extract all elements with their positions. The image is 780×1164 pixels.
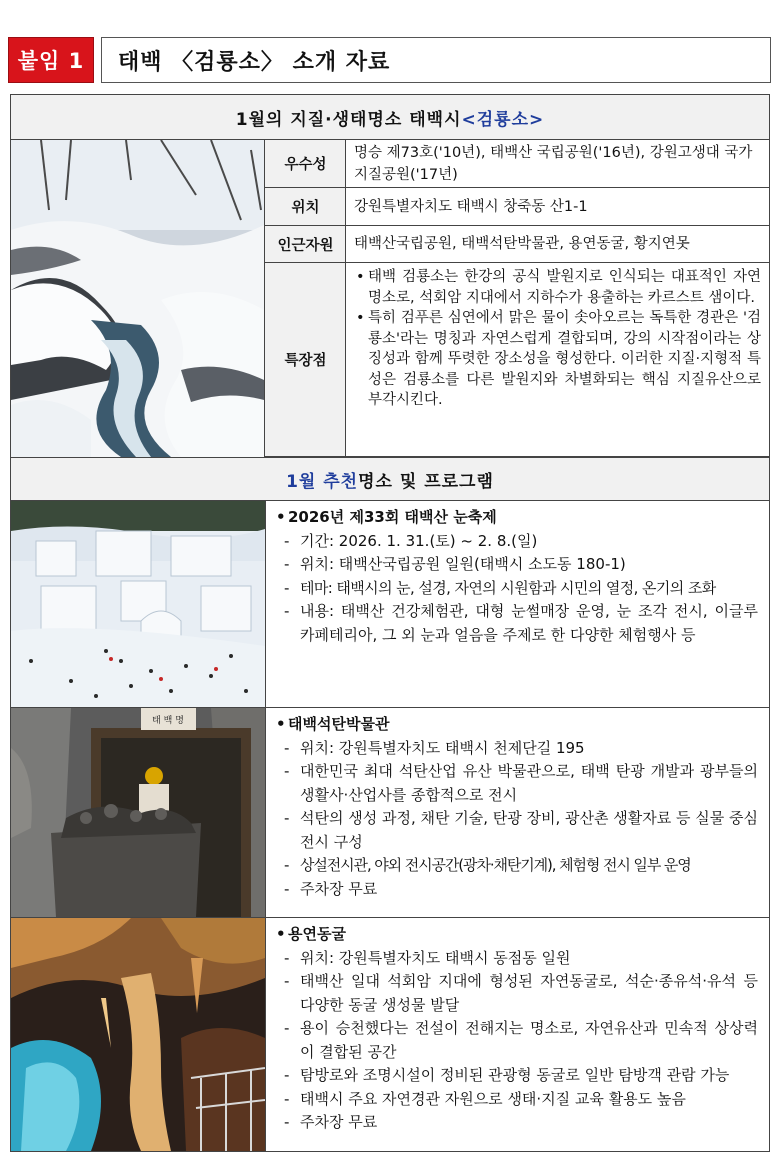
- recommend-title-highlight: 1월 추천: [286, 471, 359, 492]
- excellence-value: 명승 제73호('10년), 태백산 국립공원('16년), 강원고생대 국가지질공원('17년): [345, 140, 769, 188]
- yongyeon-cave-line: - 용이 승천했다는 전설이 전해지는 명소로, 자연유산과 민속적 상상력이 결합된 공간: [274, 1017, 758, 1064]
- snow-festival-photo: [11, 501, 266, 707]
- coal-museum-line: - 석탄의 생성 과정, 채탄 기술, 탄광 장비, 광산촌 생활자료 등 실물 중심 전시 구성: [274, 807, 758, 854]
- coal-museum-info: [266, 713, 766, 901]
- museum-sign-text: 태 백 명: [152, 716, 184, 726]
- recommend-title-rest: 명소 및 프로그램: [358, 471, 494, 492]
- content-table: [10, 94, 770, 1152]
- snow-festival-line: - 위치: 태백산국립공원 일원(태백시 소도동 180-1): [274, 553, 758, 577]
- location-value: 강원특별자치도 태백시 창죽동 산1-1: [345, 188, 769, 226]
- snow-festival-line: - 기간: 2026. 1. 31.(토) ~ 2. 8.(일): [274, 530, 758, 554]
- intro-title-prefix: 1월의 지질·생태명소 태백시: [235, 109, 462, 130]
- snow-festival-line: - 내용: 태백산 건강체험관, 대형 눈썰매장 운영, 눈 조각 전시, 이글루 카페테리아, 그 외 눈과 얼음을 주제로 한 다양한 체험행사 등: [274, 600, 758, 647]
- attachment-badge: 붙임 1: [8, 37, 94, 83]
- nearby-resources-label: 인근자원: [264, 226, 346, 263]
- recommend-title-bar: [11, 457, 769, 501]
- excellence-label: 우수성: [264, 140, 346, 188]
- intro-title-bar: [11, 95, 769, 140]
- document-title: 태백 〈검룡소〉 소개 자료: [101, 37, 771, 83]
- features-label: 특장점: [264, 263, 346, 457]
- yongyeon-cave-line: - 위치: 강원특별자치도 태백시 동점동 일원: [274, 947, 758, 971]
- yongyeon-cave-info: [266, 923, 766, 1135]
- features-list: [354, 267, 761, 411]
- coal-museum-photo: [11, 708, 266, 917]
- location-label: 위치: [264, 188, 346, 226]
- features-value: [345, 263, 769, 457]
- yongyeon-cave-line: - 태백시 주요 자연경관 자원으로 생태·지질 교육 활용도 높음: [274, 1088, 758, 1112]
- yongyeon-cave-line: - 주차장 무료: [274, 1111, 758, 1135]
- nearby-resources-value: 태백산국립공원, 태백석탄박물관, 용연동굴, 황지연못: [345, 226, 769, 263]
- snow-festival-info: [266, 506, 766, 647]
- feature-bullet: • 특히 검푸른 심연에서 맑은 물이 솟아오르는 독특한 경관은 '검룡소'라는 명칭과 자연스럽게 결합되며, 강의 시작점이라는 상징성과 함께 뚜렷한 장소성을 형성한다. 이러한 지질·지형적 특성은 검룡소를 다른 발원지와 차별화되는 핵심 지질유산으로 부각시킨다.: [354, 308, 761, 411]
- coal-museum-line: - 주차장 무료: [274, 878, 758, 902]
- coal-museum-line: - 상설전시관, 야외 전시공간(광차·채탄기계), 체험형 전시 일부 운영: [274, 854, 758, 878]
- coal-museum-line: - 대한민국 최대 석탄산업 유산 박물관으로, 태백 탄광 개발과 광부들의 생활사·산업사를 종합적으로 전시: [274, 760, 758, 807]
- feature-bullet: • 태백 검룡소는 한강의 공식 발원지로 인식되는 대표적인 자연명소로, 석회암 지대에서 지하수가 용출하는 카르스트 샘이다.: [354, 267, 761, 308]
- yongyeon-cave-line: - 태백산 일대 석회암 지대에 형성된 자연동굴로, 석순·종유석·유석 등 다양한 동굴 생성물 발달: [274, 970, 758, 1017]
- yongyeon-cave-title: • 용연동굴: [274, 923, 758, 947]
- geomryongso-photo: [11, 140, 264, 457]
- yongyeon-cave-line: - 탐방로와 조명시설이 정비된 관광형 동굴로 일반 탐방객 관람 가능: [274, 1064, 758, 1088]
- intro-title-highlight: <검룡소>: [461, 109, 545, 130]
- snow-festival-title: • 2026년 제33회 태백산 눈축제: [274, 506, 758, 530]
- coal-museum-title: • 태백석탄박물관: [274, 713, 758, 737]
- snow-festival-line: - 테마: 태백시의 눈, 설경, 자연의 시원함과 시민의 열정, 온기의 조화: [274, 577, 758, 601]
- document-header: [8, 37, 771, 83]
- coal-museum-line: - 위치: 강원특별자치도 태백시 천제단길 195: [274, 737, 758, 761]
- yongyeon-cave-photo: [11, 918, 266, 1151]
